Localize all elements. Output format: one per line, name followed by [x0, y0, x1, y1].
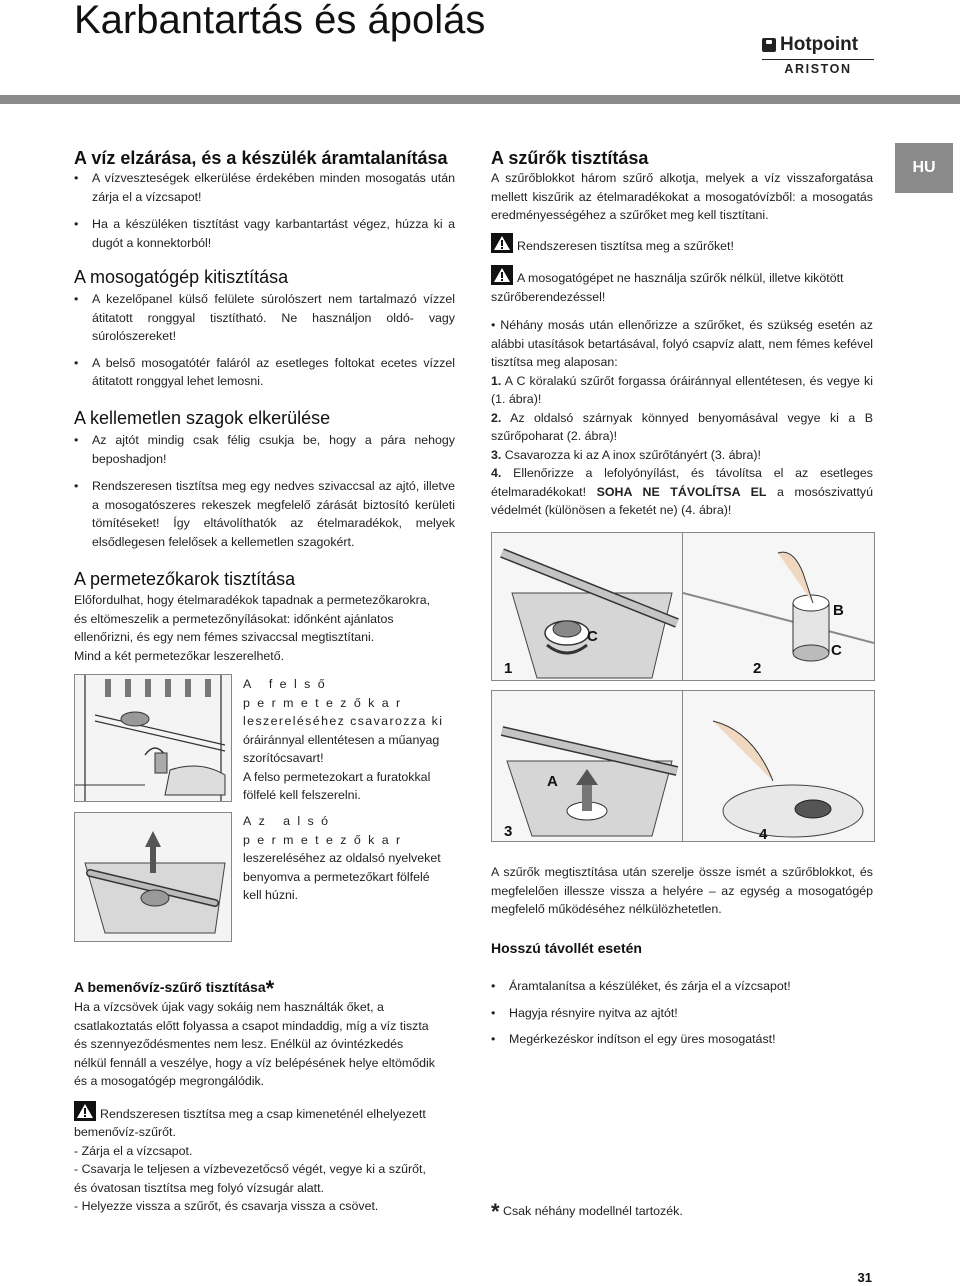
- header-divider: [0, 95, 960, 104]
- bullet-list: [74, 431, 455, 551]
- paragraph-line: csatlakoztatás előtt folyassa a csapot mindaddig, míg a víz tiszta: [74, 1018, 429, 1033]
- paragraph-line: Az alsó permetezőkar: [243, 814, 408, 847]
- step-text: a mosószivattyú védelmét (különösen a feketét ne) (4. ábra)!: [491, 484, 873, 517]
- language-tab: HU: [895, 143, 953, 193]
- section-cleaning: [74, 266, 455, 391]
- figure-1: [491, 532, 683, 681]
- paragraph-line: bemenővíz-szűrőt.: [74, 1125, 176, 1139]
- warning-icon: [491, 233, 513, 253]
- list-item: • Áramtalanítsa a készüléket, és zárja el a vízcsapot!: [491, 977, 873, 996]
- paragraph-line: és eltömeszelik a permetezőnyílásokat: időnként ajánlatos: [74, 611, 394, 626]
- page-title: Karbantartás és ápolás: [74, 0, 486, 42]
- step-number: 3.: [491, 447, 502, 462]
- brand-mark-icon: [762, 38, 776, 52]
- list-item: • Az ajtót mindig csak félig csukja be, hogy a pára nehogy beposhadjon!: [74, 431, 455, 468]
- step-number: 1.: [491, 373, 502, 388]
- step-number: 4.: [491, 466, 502, 480]
- figure-upper-spray-arm: [74, 674, 232, 802]
- asterisk-mark: *: [265, 976, 275, 1001]
- paragraph-line: Mind a két permetezőkar leszerelhető.: [74, 648, 285, 663]
- section-heading: A víz elzárása, és a készülék áramtalanítása: [74, 148, 448, 168]
- paragraph: A szűrők megtisztítása után szerelje össze ismét a szűrőblokkot, és megfelelően illessze vissza a helyére – az egység a mosogatógép megfelelő működéséhez nélkülözhetetlen.: [491, 865, 873, 916]
- list-item: • A kezelőpanel külső felülete súrolószert nem tartalmazó vízzel átitatott ronggyal tisztítható. Ne használjon oldó- vagy súrolószereket!: [74, 290, 455, 346]
- warning-line: [491, 233, 873, 256]
- bullet-list: [491, 977, 873, 1049]
- paragraph-line: leszereléséhez az oldalsó nyelveket: [243, 851, 441, 865]
- list-item: • Megérkezéskor indítson el egy üres mosogatást!: [491, 1030, 873, 1049]
- section-water-off: [74, 147, 455, 252]
- footnote-text: Csak néhány modellnél tartozék.: [503, 1204, 683, 1218]
- section-heading: A mosogatógép kitisztítása: [74, 267, 289, 287]
- warning-line: [491, 265, 873, 306]
- paragraph-line: Ha a vízcsövek újak vagy sokáig nem használták őket, a: [74, 1000, 384, 1014]
- paragraph-line: A felső permetezőkar: [243, 677, 408, 710]
- label-a: A: [547, 773, 558, 790]
- section-spray-arms: [74, 568, 455, 665]
- section-absence: [491, 939, 873, 1049]
- section-filters: [491, 147, 873, 520]
- paragraph-line: és óvatosan tisztítsa meg folyó vízsugár alatt.: [74, 1180, 324, 1195]
- figure-2: [682, 532, 875, 681]
- paragraph-line: benyomva a permetezőkart fölfelé: [243, 869, 430, 884]
- label-b: B: [833, 602, 844, 619]
- section-heading: Hosszú távollét esetén: [491, 940, 642, 956]
- paragraph-line: óráiránnyal ellentétesen a műanyag: [243, 732, 440, 747]
- figure-number: 1: [504, 660, 513, 677]
- footnote: [491, 1199, 873, 1224]
- paragraph: A szűrőblokkot három szűrő alkotja, melyek a víz visszaforgatása mellett kiszűrik az ételmaradékokat a mosogatóvízből: a mosogatás eredményességéhez a szűrőket meg kell tisztítani.: [491, 171, 873, 222]
- step-1: [491, 372, 873, 409]
- paragraph-line: leszereléséhez csavarozza ki: [243, 714, 444, 728]
- paragraph-line: - Zárja el a vízcsapot.: [74, 1143, 193, 1158]
- warning-icon: [491, 265, 513, 285]
- step-text: A C köralakú szűrőt forgassa óráiránnyal ellentétesen, és vegye ki (1. ábra)!: [491, 373, 873, 406]
- list-item: • Ha a készüléken tisztítást vagy karbantartást végez, húzza ki a dugót a konnektorból!: [74, 215, 455, 252]
- step-2: [491, 409, 873, 446]
- paragraph-line: szorítócsavart!: [243, 751, 324, 765]
- list-item: • A belső mosogatótér faláról az esetleges foltokat ecetes vízzel átitatott ronggyal lehet lemosni.: [74, 354, 455, 391]
- step-3: [491, 446, 873, 465]
- step-text: Csavarozza ki az A inox szűrőtányért (3. ábra)!: [504, 447, 761, 462]
- section-inlet-filter: [74, 978, 455, 1216]
- bullet-list: [74, 290, 455, 391]
- label-c: C: [831, 642, 842, 659]
- figure-3: [491, 690, 683, 842]
- section-odours: [74, 407, 455, 551]
- paragraph-line: nélkül fennáll a veszélye, hogy a víz belépésének helye eltömődik: [74, 1055, 435, 1070]
- paragraph-line: ellenőrizni, és egy nem fémes szivaccsal megtisztítani.: [74, 630, 375, 644]
- step-text: Ellenőrizze a lefolyónyílást, és távolítsa el az esetleges ételmaradékokat!: [491, 466, 873, 499]
- procedure-intro: Néhány mosás után ellenőrizze a szűrőket, és szükség esetén az alábbi utasítások betartásával, folyó csapvíz alatt, nem fémes kefével tisztítsa meg alaposan:: [491, 318, 873, 369]
- section-heading: A permetezőkarok tisztítása: [74, 569, 296, 589]
- figure-lower-spray-arm: [74, 812, 232, 942]
- paragraph-line: és szennyeződésmentes nem lesz. Enélkül az óvintézkedés: [74, 1037, 404, 1051]
- paragraph: • Néhány mosás után ellenőrizze a szűrőket, és szükség esetén az alábbi utasítások betartásával, folyó csapvíz alatt, nem fémes kefével tisztítsa meg alaposan:: [491, 318, 873, 369]
- warning-text: A mosogatógépet ne használja szűrők nélkül, illetve kikötött szűrőberendezéssel!: [491, 271, 844, 304]
- figure-number: 2: [753, 660, 762, 677]
- filters-outro: [491, 863, 873, 919]
- step-4: [491, 464, 873, 520]
- warning-text: Rendszeresen tisztítsa meg a csap kimeneténél elhelyezett: [100, 1106, 426, 1121]
- section-heading: [74, 976, 455, 1001]
- footnote-line: [491, 1199, 873, 1224]
- asterisk-mark: *: [491, 1199, 500, 1224]
- bullet-list: [74, 169, 455, 252]
- list-item: • Hagyja résnyire nyitva az ajtót!: [491, 1004, 873, 1023]
- step-emphasis: SOHA NE TÁVOLÍTSA EL: [596, 484, 767, 499]
- list-item: • A vízveszteségek elkerülése érdekében minden mosogatás után zárja el a vízcsapot!: [74, 169, 455, 206]
- step-text: Az oldalsó szárnyak könnyed benyomásával vegye ki a B szűrőpoharat (2. ábra)!: [491, 410, 873, 443]
- upper-arm-text: [243, 675, 455, 805]
- page-number: 31: [857, 1270, 872, 1285]
- warning-text: Rendszeresen tisztítsa meg a szűrőket!: [517, 238, 734, 253]
- paragraph-line: - Csavarja le teljesen a vízbevezetőcső végét, vegye ki a szűrőt,: [74, 1162, 426, 1176]
- logo-top-text: Hotpoint: [780, 34, 859, 55]
- paragraph-line: Előfordulhat, hogy ételmaradékok tapadnak a permetezőkarokra,: [74, 593, 431, 607]
- paragraph-line: A felso permetezokart a furatokkal: [243, 769, 431, 784]
- figure-number: 3: [504, 823, 513, 840]
- brand-logo: [762, 34, 874, 76]
- paragraph-line: kell húzni.: [243, 888, 299, 902]
- logo-bottom-text: ARISTON: [784, 62, 852, 76]
- section-heading: A szűrők tisztítása: [491, 148, 649, 168]
- inlet-filter-heading-text: A bemenővíz-szűrő tisztítása: [74, 979, 266, 995]
- warning-icon: [74, 1101, 96, 1121]
- warning-line: [74, 1101, 455, 1124]
- paragraph-line: és a mosogatógép megrongálódik.: [74, 1074, 265, 1088]
- label-c: C: [587, 628, 598, 645]
- paragraph-line: - Helyezze vissza a szűrőt, és csavarja vissza a csövet.: [74, 1199, 379, 1213]
- section-heading: A kellemetlen szagok elkerülése: [74, 408, 331, 428]
- step-number: 2.: [491, 410, 502, 425]
- figure-number: 4: [759, 826, 768, 841]
- lower-arm-text: [243, 812, 455, 905]
- paragraph-line: fölfelé kell felszerelni.: [243, 788, 361, 802]
- list-item: • Rendszeresen tisztítsa meg egy nedves szivaccsal az ajtó, illetve a mosogatószeres rekeszek megfelelő zárását biztosító kerületi tömítéseket! Így eltávolíthatók az ételmaradékok, melyek elsődlegesen felelősek a kellemetlen szagokért.: [74, 477, 455, 551]
- figure-4: [682, 690, 875, 842]
